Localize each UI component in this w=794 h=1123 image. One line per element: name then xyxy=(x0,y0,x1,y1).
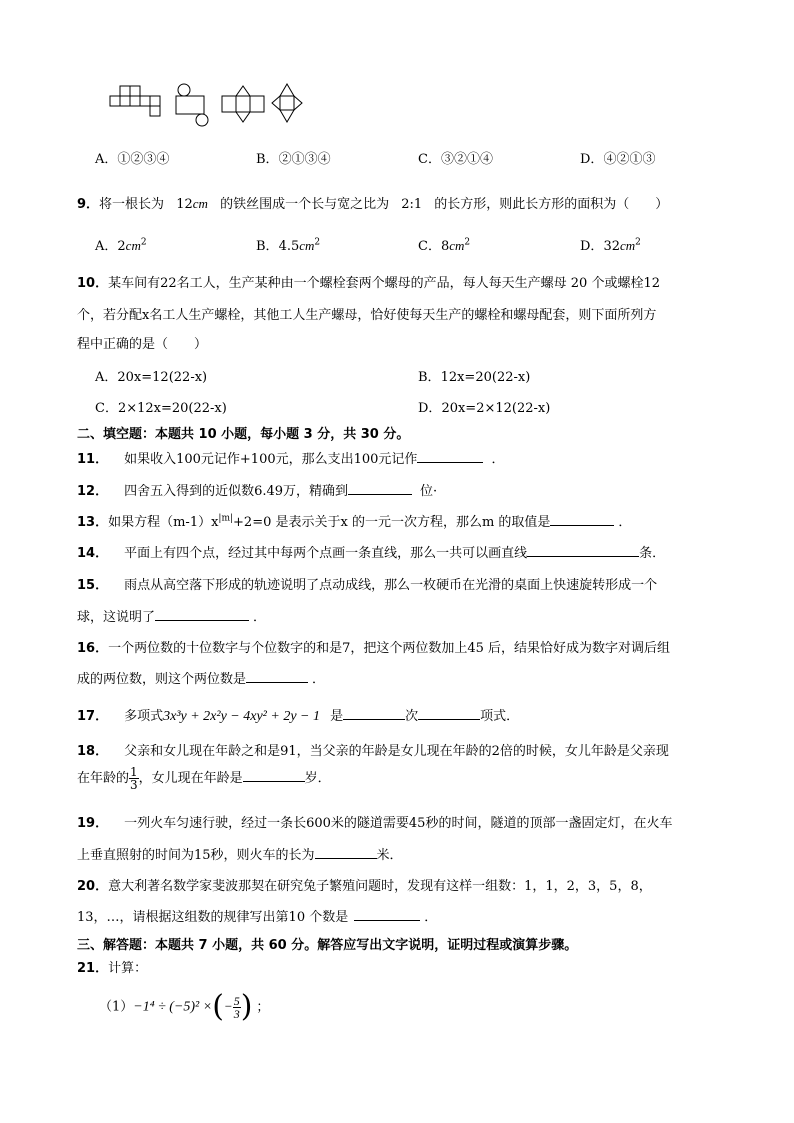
net-figure-1 xyxy=(110,86,160,116)
q15-answer-blank[interactable] xyxy=(155,606,249,621)
q16-line-2: 成的两位数，则这个两位数是 ． xyxy=(77,668,325,687)
q8-option-a: A．①②③④ xyxy=(95,152,170,167)
q18-line-2: 在年龄的 $\frac{1}{3}$ ，女儿现在年龄是 岁． xyxy=(77,765,331,792)
q9-option-a: A．$2cm^2$ xyxy=(95,237,147,254)
net-figure-4 xyxy=(272,84,302,122)
q9-stem: 9．将一根长为 12cm 的铁丝围成一个长与宽之比为 2:1 的长方形，则此长方形的面积为（ ） xyxy=(77,196,669,212)
q20-answer-blank[interactable] xyxy=(354,906,420,921)
section-2-heading: 二、填空题：本题共 10 小题，每小题 3 分，共 30 分。 xyxy=(77,427,410,442)
q13-answer-blank[interactable] xyxy=(550,511,614,526)
q10-line-3: 程中正确的是（ ） xyxy=(77,337,208,352)
net-figures xyxy=(108,82,318,130)
q16-line-1: 16．一个两位数的十位数字与个位数字的和是7，把这个两位数加上45 后，结果恰好成为数字对调后组 xyxy=(77,641,671,656)
q12-answer-blank[interactable] xyxy=(348,480,412,495)
net-figure-3 xyxy=(222,86,264,122)
q9-option-b: B．$4.5cm^2$ xyxy=(256,237,321,254)
q18-line-1: 18． 父亲和女儿现在年龄之和是91，当父亲的年龄是女儿现在年龄的2倍的时候，女儿年龄是父亲现 xyxy=(77,744,669,759)
q21-stem: 21．计算： xyxy=(77,961,148,976)
q10-option-d: D．20x=2×12(22-x) xyxy=(418,401,551,416)
q16-answer-blank[interactable] xyxy=(246,668,308,683)
q9-option-c: C．$8cm^2$ xyxy=(418,237,471,254)
net-figure-2 xyxy=(176,84,208,126)
q19-line-2: 上垂直照射的时间为15秒，则火车的长为 米． xyxy=(77,844,403,863)
q17: 17． 多项式3x³y + 2x²y − 4xy² + 2y − 1 是 次 项式． xyxy=(77,705,519,725)
q12: 12． 四舍五入得到的近似数6.49万，精确到 位· xyxy=(77,480,437,499)
q20-line-1: 20．意大利著名数学家斐波那契在研究兔子繁殖问题时，发现有这样一组数：1，1，2，3，5，8， xyxy=(77,879,652,894)
q15-line-1: 15． 雨点从高空落下形成的轨迹说明了点动成线，那么一枚硬币在光滑的桌面上快速旋转形成一个 xyxy=(77,578,658,593)
q10-option-b: B．12x=20(22-x) xyxy=(418,370,531,385)
q11: 11． 如果收入100元记作+100元，那么支出100元记作 ． xyxy=(77,448,504,467)
q14: 14． 平面上有四个点，经过其中每两个点画一条直线，那么一共可以画直线 条． xyxy=(77,542,665,561)
q20-line-2: 13，…，请根据这组数的规律写出第10 个数是 ． xyxy=(77,906,437,925)
q17-polynomial: 3x³y + 2x²y − 4xy² + 2y − 1 xyxy=(163,709,320,724)
q10-option-c: C．2×12x=20(22-x) xyxy=(95,401,227,416)
q8-option-b: B．②①③④ xyxy=(256,152,331,167)
q19-answer-blank[interactable] xyxy=(315,844,377,859)
q10-line-1: 10．某车间有22名工人，生产某种由一个螺栓套两个螺母的产品，每人每天生产螺母 20 个或螺栓12 xyxy=(77,276,660,291)
q8-option-d: D．④②①③ xyxy=(580,152,656,167)
q17-answer-blank-2[interactable] xyxy=(418,705,480,720)
q19-line-1: 19． 一列火车匀速行驶，经过一条长600米的隧道需要45秒的时间，隧道的顶部一盏固定灯，在火车 xyxy=(77,816,673,831)
q18-fraction: $\frac{1}{3}$ xyxy=(130,765,138,792)
q17-answer-blank-1[interactable] xyxy=(343,705,405,720)
q18-answer-blank[interactable] xyxy=(243,767,305,782)
section-3-heading: 三、解答题：本题共 7 小题，共 60 分。解答应写出文字说明，证明过程或演算步骤。 xyxy=(77,938,578,953)
q11-answer-blank[interactable] xyxy=(417,448,483,463)
q21-fraction: $\frac{5}{3}$ xyxy=(233,993,240,1021)
q21-sub-1: （1）−1⁴ ÷ (−5)² ×(− $\frac{5}{3}$ ) ； xyxy=(99,989,270,1024)
q10-option-a: A．20x=12(22-x) xyxy=(95,370,208,385)
q8-option-c: C．③②①④ xyxy=(418,152,493,167)
q14-answer-blank[interactable] xyxy=(527,542,639,557)
q15-line-2: 球，这说明了 ． xyxy=(77,606,266,625)
q9-option-d: D．$32cm^2$ xyxy=(580,237,641,254)
q13: 13．如果方程$(m-1)x^{|m|}+2=0$ 是表示关于x 的一元一次方程，那么m 的取值是 ． xyxy=(77,511,631,530)
q10-line-2: 个，若分配x名工人生产螺栓，其他工人生产螺母，恰好使每天生产的螺栓和螺母配套，则下面所列方 xyxy=(77,308,657,323)
